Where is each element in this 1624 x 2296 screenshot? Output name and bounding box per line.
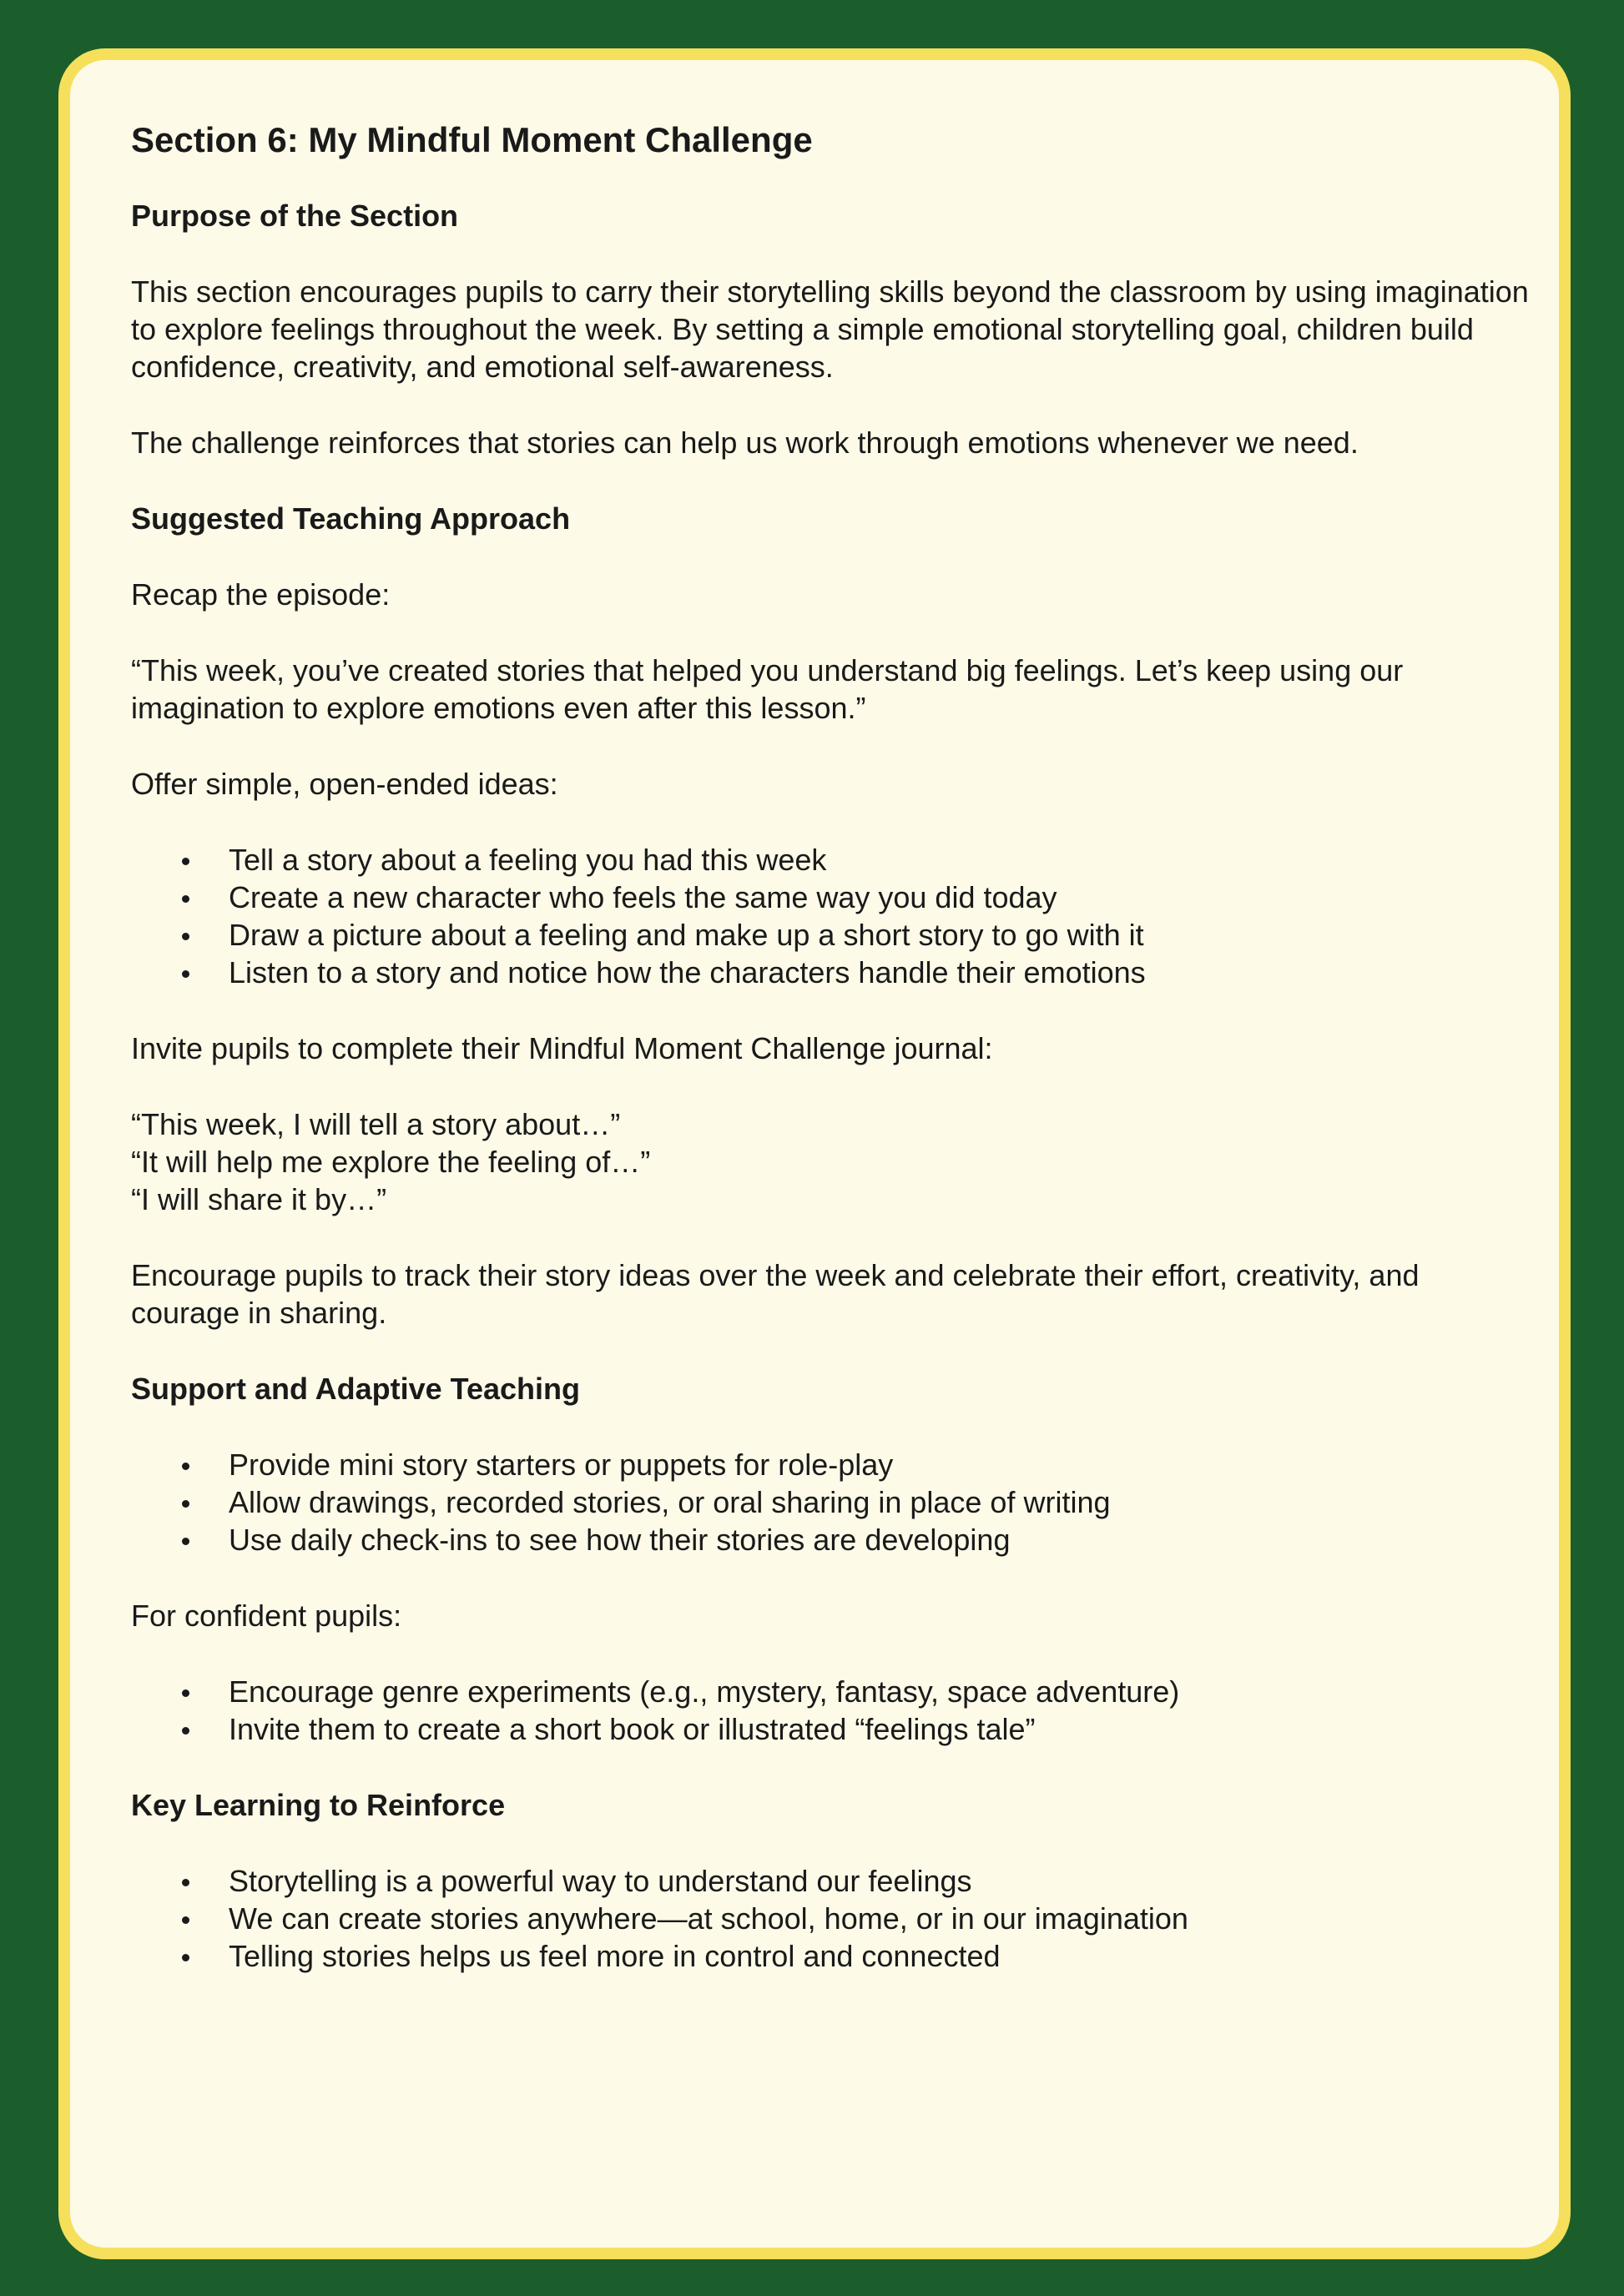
confident-intro: For confident pupils: bbox=[131, 1599, 402, 1633]
purpose-heading: Purpose of the Section bbox=[131, 199, 459, 233]
journal-prompts bbox=[131, 1105, 1533, 1218]
recap-label: Recap the episode: bbox=[131, 577, 391, 612]
list-item: We can create stories anywhere—at school, home, or in our imagination bbox=[131, 1900, 1533, 1937]
approach-heading: Suggested Teaching Approach bbox=[131, 501, 571, 536]
confident-list bbox=[131, 1673, 1533, 1748]
content-card bbox=[58, 48, 1571, 2259]
page-title: Section 6: My Mindful Moment Challenge bbox=[131, 120, 813, 159]
key-learning-heading: Key Learning to Reinforce bbox=[131, 1788, 506, 1822]
list-item: Listen to a story and notice how the characters handle their emotions bbox=[131, 954, 1533, 991]
support-heading: Support and Adaptive Teaching bbox=[131, 1372, 581, 1406]
list-item: Telling stories helps us feel more in control and connected bbox=[131, 1937, 1533, 1975]
journal-prompt: “It will help me explore the feeling of…” bbox=[131, 1145, 651, 1179]
key-learning-list bbox=[131, 1862, 1533, 1975]
journal-prompt: “This week, I will tell a story about…” bbox=[131, 1107, 621, 1141]
list-item: Allow drawings, recorded stories, or oral sharing in place of writing bbox=[131, 1483, 1533, 1521]
ideas-list bbox=[131, 841, 1533, 991]
journal-prompt: “I will share it by…” bbox=[131, 1182, 387, 1216]
support-list bbox=[131, 1446, 1533, 1558]
list-item: Use daily check-ins to see how their stories are developing bbox=[131, 1521, 1533, 1558]
list-item: Draw a picture about a feeling and make up a short story to go with it bbox=[131, 916, 1533, 954]
purpose-paragraph: The challenge reinforces that stories can help us work through emotions whenever we need. bbox=[131, 425, 1359, 460]
list-item: Tell a story about a feeling you had this week bbox=[131, 841, 1533, 879]
purpose-paragraph: This section encourages pupils to carry their storytelling skills beyond the classroom by using imagination to explore feelings throughout the week. By setting a simple emotional storytelling goal, children build confidence, creativity, and emotional self-awareness. bbox=[131, 274, 1529, 384]
list-item: Storytelling is a powerful way to understand our feelings bbox=[131, 1862, 1533, 1900]
list-item: Invite them to create a short book or illustrated “feelings tale” bbox=[131, 1710, 1533, 1748]
ideas-intro: Offer simple, open-ended ideas: bbox=[131, 767, 558, 801]
document-body bbox=[131, 118, 1533, 2013]
encourage-paragraph: Encourage pupils to track their story ideas over the week and celebrate their effort, creativity, and courage in sharing. bbox=[131, 1258, 1420, 1330]
list-item: Create a new character who feels the same way you did today bbox=[131, 879, 1533, 916]
list-item: Encourage genre experiments (e.g., mystery, fantasy, space adventure) bbox=[131, 1673, 1533, 1710]
recap-quote: “This week, you’ve created stories that helped you understand big feelings. Let’s keep using our imagination to explore emotions even after this lesson.” bbox=[131, 653, 1404, 725]
journal-intro: Invite pupils to complete their Mindful Moment Challenge journal: bbox=[131, 1031, 993, 1065]
list-item: Provide mini story starters or puppets for role-play bbox=[131, 1446, 1533, 1483]
